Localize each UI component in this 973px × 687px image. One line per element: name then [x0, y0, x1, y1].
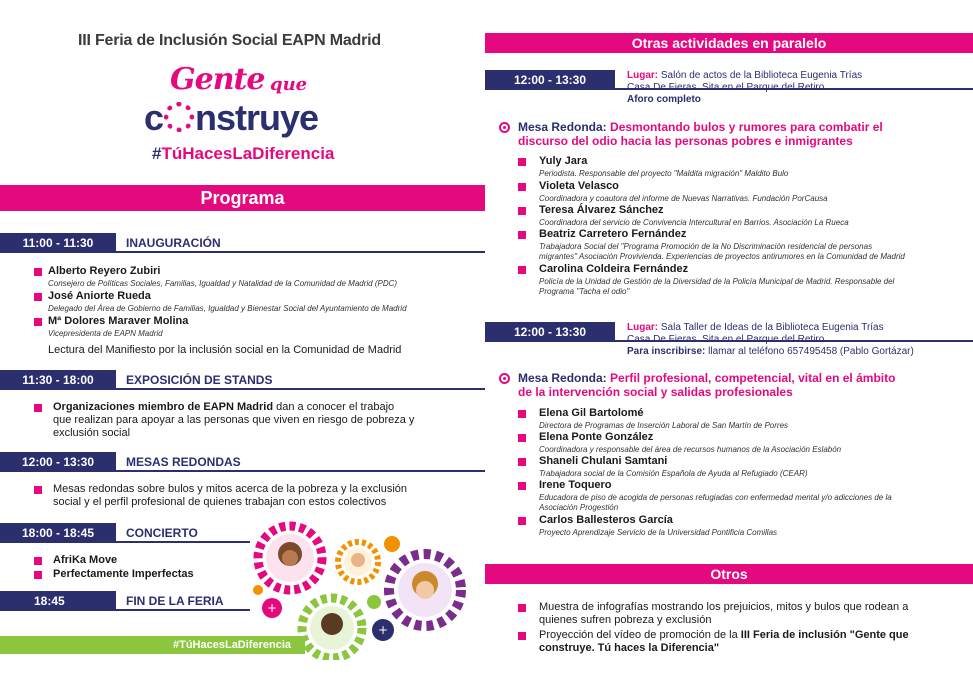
- slot-time-exposicion: 11:30 - 18:00: [0, 370, 116, 390]
- location-line2: Casa De Fieras. Sita en el Parque del Retiro: [627, 334, 825, 345]
- location-line1: Sala Taller de Ideas de la Biblioteca Eugenia Trías: [658, 322, 884, 333]
- speaker-role: Educadora de piso de acogida de personas refugiadas con enfermedad mental y/o adicciones de la: [539, 493, 892, 502]
- speaker-name: Beatriz Carretero Fernández: [539, 228, 687, 240]
- speaker-role: Trabajadora social de la Comisión Española de Ayuda al Refugiado (CEAR): [539, 469, 808, 478]
- speaker-role: Coordinadora del servicio de Convivencia Intercultural en Barrios. Asociación La Rueca: [539, 218, 849, 227]
- speaker-role: Consejero de Políticas Sociales, Familias, Igualdad y Natalidad de la Comunidad de Madrid (PDC): [48, 279, 398, 288]
- speaker-name: Elena Ponte González: [539, 431, 654, 443]
- otros-item-infografias: [539, 601, 969, 627]
- mesas-line1: Mesas redondas sobre bulos y mitos acerca de la pobreza y la exclusión: [53, 483, 408, 495]
- exposicion-line2: que realizan para apoyar a las personas que viven en riesgo de pobreza y: [53, 414, 415, 426]
- speaker-name: Alberto Reyero Zubiri: [48, 265, 161, 277]
- mesa-title: [518, 120, 958, 148]
- bullet-icon: [34, 557, 42, 565]
- bullet-icon: [34, 571, 42, 579]
- event-title: III Feria de Inclusión Social EAPN Madrid: [78, 32, 381, 49]
- gente-que-construye-logo: [140, 62, 350, 172]
- hashtag-banner: #TúHacesLaDiferencia: [0, 636, 305, 654]
- bullet-icon: [34, 318, 42, 326]
- slot-title-mesas: MESAS REDONDAS: [126, 455, 241, 469]
- bullet-icon: [518, 604, 526, 612]
- logo-gente: Gente: [170, 62, 265, 97]
- speaker-role: Periodista. Responsable del proyecto "Maldita migración" Maldito Bulo: [539, 169, 789, 178]
- speaker-name: Teresa Álvarez Sánchez: [539, 204, 664, 216]
- block-location: [627, 322, 914, 358]
- otras-actividades-header: Otras actividades en paralelo: [485, 33, 973, 53]
- speaker-role: migrantes" Asociación Provivienda. Experiencias de proyectos antirumores en la Comunidad de Madrid: [539, 252, 905, 261]
- speaker-role: Trabajadora Social del "Programa Promoción de la No Discriminación residencial de personas: [539, 242, 873, 251]
- logo-construye: [144, 97, 318, 139]
- slot-title-exposicion: EXPOSICIÓN DE STANDS: [126, 373, 273, 387]
- programa-header: Programa: [0, 185, 485, 211]
- otros-header: Otros: [485, 564, 973, 584]
- inscripcion-label: Para inscribirse:: [627, 346, 706, 357]
- speaker-role: Programa "Tacha el odio": [539, 287, 630, 296]
- bullet-icon: [518, 482, 526, 490]
- speaker-role: Coordinadora y responsable del área de recursos humanos de la Asociación Eslabón: [539, 445, 842, 454]
- logo-hash-symbol: #: [152, 144, 162, 163]
- slot-time-concierto: 18:00 - 18:45: [0, 523, 116, 543]
- mesa-title-line1: Perfil profesional, competencial, vital en el ámbito: [606, 371, 896, 385]
- concert-item: Perfectamente Imperfectas: [53, 568, 194, 580]
- slot-title-concierto: CONCIERTO: [126, 526, 198, 540]
- speaker-role: Delegado del Área de Gobierno de Familias, Igualdad y Bienestar Social del Ayuntamiento de Madrid: [48, 304, 407, 313]
- otros-item-video: [539, 629, 969, 655]
- mesas-line2: social y el perfil profesional de quienes trabajan con estos colectivos: [53, 496, 387, 508]
- speaker-name: Shaneli Chulani Samtani: [539, 455, 668, 467]
- bullet-icon: [518, 458, 526, 466]
- mesa-redonda-icon: [499, 122, 510, 133]
- slot-title-fin: FIN DE LA FERIA: [126, 594, 224, 608]
- speaker-name: José Aniorte Rueda: [48, 290, 151, 302]
- svg-text:+: +: [266, 601, 278, 615]
- bullet-icon: [518, 410, 526, 418]
- slot-time-mesas: 12:00 - 13:30: [0, 452, 116, 472]
- speaker-name: Violeta Velasco: [539, 180, 619, 192]
- bullet-icon: [518, 231, 526, 239]
- bullet-icon: [518, 207, 526, 215]
- mesa-label: Mesa Redonda:: [518, 120, 607, 134]
- bullet-icon: [34, 486, 42, 494]
- mesa-title: [518, 371, 958, 399]
- otros-item1-line2: quienes sufren pobreza y exclusión: [539, 614, 712, 626]
- slot-time-inauguracion: 11:00 - 11:30: [0, 233, 116, 253]
- speaker-name: Elena Gil Bartolomé: [539, 407, 644, 419]
- otros-item1-line1: Muestra de infografías mostrando los prejuicios, mitos y bulos que rodean a: [539, 601, 909, 613]
- svg-text:+: +: [377, 623, 389, 637]
- concert-item: AfriKa Move: [53, 554, 118, 566]
- logo-hashtag: [152, 144, 334, 164]
- speaker-name: Carolina Coldeira Fernández: [539, 263, 689, 275]
- exposicion-lead: Organizaciones miembro de EAPN Madrid: [53, 401, 274, 413]
- mesa-redonda-icon: [499, 373, 510, 384]
- mesa-title-line2: discurso del odio hacia las personas pobres e inmigrantes: [518, 134, 853, 148]
- block-location: [627, 70, 862, 106]
- exposicion-line3: exclusión social: [53, 427, 131, 439]
- bullet-icon: [34, 293, 42, 301]
- bullet-icon: [518, 517, 526, 525]
- speaker-role: Asociación Progestión: [539, 503, 619, 512]
- manifiesto-note: Lectura del Manifiesto por la inclusión social en la Comunidad de Madrid: [48, 344, 402, 356]
- location-label: Lugar:: [627, 322, 659, 333]
- bullet-icon: [518, 158, 526, 166]
- mesa-label: Mesa Redonda:: [518, 371, 607, 385]
- bullet-icon: [518, 632, 526, 640]
- location-line1: Salón de actos de la Biblioteca Eugenia Trías: [658, 70, 863, 81]
- speaker-role: Directora de Programas de Inserción Laboral de San Martín de Porres: [539, 421, 789, 430]
- mesa-title-line1: Desmontando bulos y rumores para combatir el: [606, 120, 883, 134]
- mesas-text: [53, 483, 453, 509]
- speaker-role: Policía de la Unidad de Gestión de la Diversidad de la Policía Municipal de Madrid. Responsable del: [539, 277, 895, 286]
- block-time: 12:00 - 13:30: [485, 70, 615, 90]
- exposicion-rest: dan a conocer el trabajo: [273, 401, 395, 413]
- otros-item2-bold2: construye. Tú haces la Diferencia": [539, 642, 720, 654]
- aforo-status: Aforo completo: [627, 94, 701, 105]
- slot-time-fin: 18:45: [0, 591, 116, 611]
- inscripcion-phone: llamar al teléfono 657495458 (Pablo Gortázar): [705, 346, 914, 357]
- gear-o-icon: [164, 102, 194, 132]
- bullet-icon: [518, 434, 526, 442]
- logo-construye-rest: nstruye: [195, 97, 319, 138]
- mesa-title-line2: de la intervención social y salidas profesionales: [518, 385, 793, 399]
- location-label: Lugar:: [627, 70, 659, 81]
- logo-construye-c: c: [144, 97, 164, 138]
- otros-item2-pre: Proyección del vídeo de promoción de la: [539, 629, 741, 641]
- bullet-icon: [34, 404, 42, 412]
- speaker-role: Proyecto Aprendizaje Servicio de la Universidad Pontificia Comillas: [539, 528, 778, 537]
- speaker-name: Carlos Ballesteros García: [539, 514, 673, 526]
- location-line2: Casa De Fieras. Sita en el Parque del Retiro: [627, 82, 825, 93]
- otros-item2-bold1: III Feria de inclusión "Gente que: [740, 629, 909, 641]
- bullet-icon: [518, 183, 526, 191]
- speaker-role: Coordinadora y coautora del informe de Nuevas Narrativas. Fundación PorCausa: [539, 194, 828, 203]
- speaker-name: Irene Toquero: [539, 479, 612, 491]
- bullet-icon: [34, 268, 42, 276]
- speaker-role: Vicepresidenta de EAPN Madrid: [48, 329, 163, 338]
- logo-hashtag-text: TúHacesLaDiferencia: [161, 144, 335, 163]
- block-time: 12:00 - 13:30: [485, 322, 615, 342]
- speaker-name: Yuly Jara: [539, 155, 588, 167]
- bullet-icon: [518, 266, 526, 274]
- exposicion-text: [53, 401, 453, 440]
- slot-title-inauguracion: INAUGURACIÓN: [126, 236, 221, 250]
- logo-que: que: [270, 74, 308, 95]
- speaker-name: Mª Dolores Maraver Molina: [48, 315, 189, 327]
